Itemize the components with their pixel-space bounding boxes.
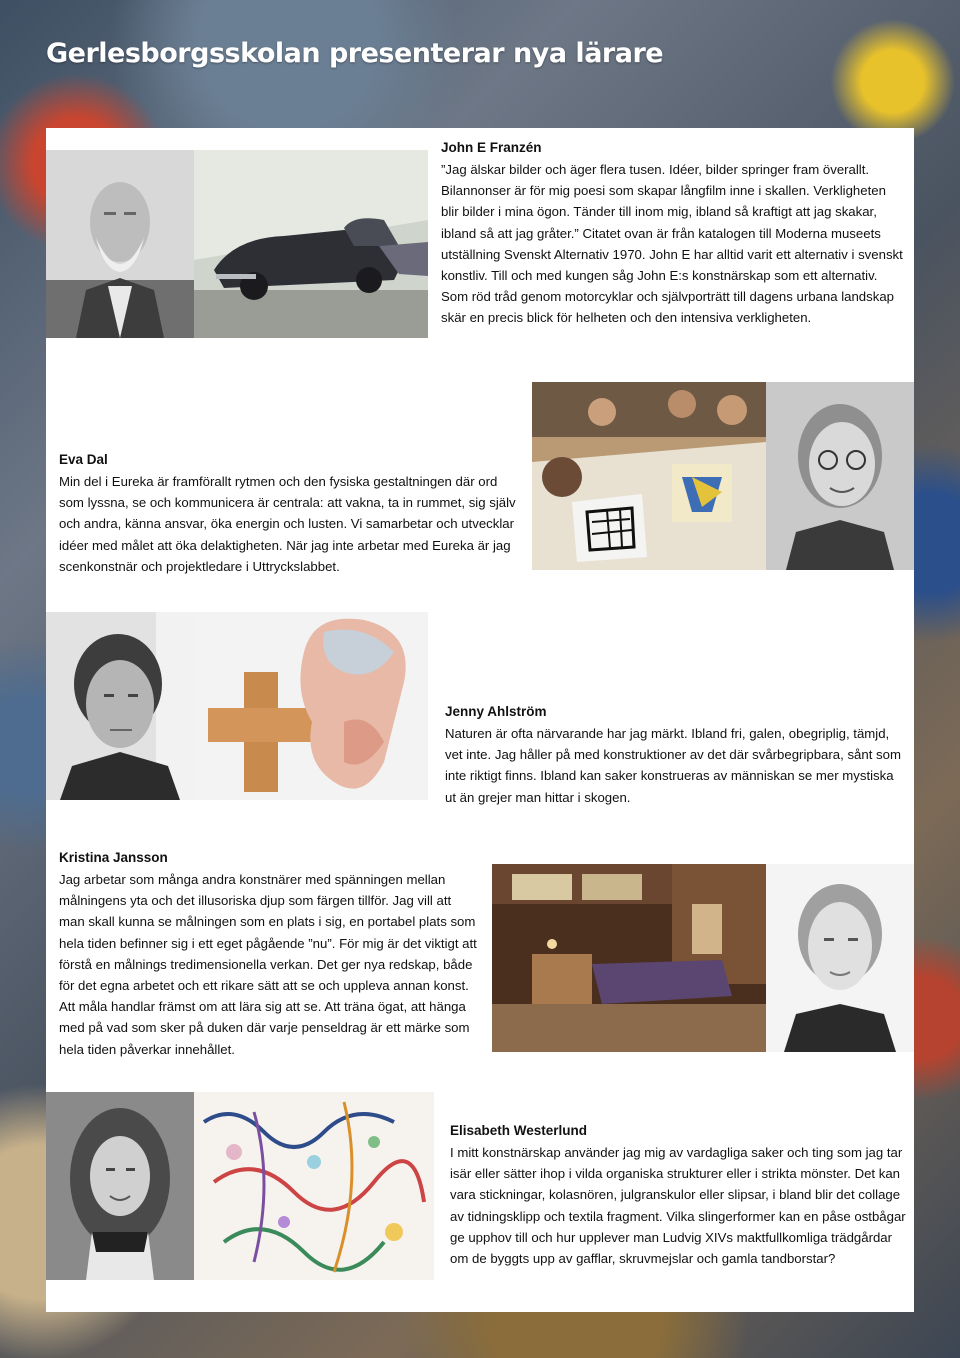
teacher-name: Jenny Ahlström — [445, 704, 547, 719]
teacher-bio: Jag arbetar som många andra konstnärer med spänningen mellan målningens yta och det illusoriska djup som färgen tillför. Jag vill att man skall kunna se målningen som en plats i sig, en portabel plats som hela tiden befinner sig i ett eget pågående ”nu”. För mig är det viktigt att förstå en målnings tredimensionella verkan. Det ger nya redskap, både för det egna arbetet och ett rikare sätt att se och uppleva annan konst. Att måla handlar främst om att lära sig att se. Att träna ögat, att hänga med på vad som sker på duken där varje penseldrag är ett märke som hela tiden påverkar innehållet. — [59, 872, 477, 1057]
photo-children-drawing — [532, 382, 766, 570]
teacher-name: Kristina Jansson — [59, 850, 168, 865]
portrait-jenny-ahlstrom — [46, 612, 194, 800]
photo-studio-interior — [492, 864, 766, 1052]
portrait-john-franzen — [46, 150, 194, 338]
content-panel — [46, 128, 914, 1312]
teacher-name: Eva Dal — [59, 452, 108, 467]
teacher-bio: I mitt konstnärskap använder jag mig av vardagliga saker och ting som jag tar isär eller sätter ihop i vilda organiska strukturer eller i strikta mönster. Det kan vara stickningar, kolasnören, julgranskulor eller slipsar, i bland blir det collage av tidningsklipp och textila fragment. Vilka slingerformer kan en påse ostbågar ge upphov till och hur upplever man Ludvig XIVs maktfullkomliga trädgårdar om de byggts upp av gafflar, skruvmejslar och gamla tandborstar? — [450, 1145, 906, 1267]
portrait-eva-dal — [766, 382, 914, 570]
teacher-name: Elisabeth Westerlund — [450, 1123, 588, 1138]
teacher-bio: Naturen är ofta närvarande har jag märkt. Ibland fri, galen, obegriplig, tämjd, vet inte. Jag håller på med konstruktioner av det där svårbegripbara, sånt som inte riktigt finns. Ibland kan saker konstrueras av människan se mer mystiska ut än grejer man hittar i skogen. — [445, 726, 901, 805]
teacher-name: John E Franzén — [441, 140, 542, 155]
portrait-elisabeth-westerlund — [46, 1092, 194, 1280]
teacher-bio: Min del i Eureka är framförallt rytmen och den fysiska gestaltningen där ord som lyssna, se och kommunicera är centrala: att vakna, ta in rummet, sig själv och andra, känna ansvar, öka energin och lusten. Vi samarbetar och utvecklar idéer med målet att öka delaktigheten. När jag inte arbetar med Eureka är jag scenkonstnär och projektledare i Uttryckslabbet. — [59, 474, 516, 574]
portrait-kristina-jansson — [766, 864, 914, 1052]
artwork-car-painting — [194, 150, 428, 338]
teacher-bio: ”Jag älskar bilder och äger flera tusen. Idéer, bilder springer fram överallt. Bilannonser är för mig poesi som skapar långfilm inne i skallen. Verkligheten blir bilder i mina ögon. Tänder till inom mig, ibland så kraftigt att jag skakar, ibland så att jag gråter.” Citatet ovan är från katalogen till Moderna museets utställning Svenskt Alternativ 1970. John E har alltid varit ett alternativ i svenskt konstliv. Till och med kungen såg John E:s konstnärskap som ett alternativ. Som röd tråd genom motorcyklar och självporträtt till dagens urbana landskap skär en precis blick för helheten och den intensiva verkligheten. — [441, 162, 903, 326]
artwork-wooden-cross-sculpture — [194, 612, 428, 800]
artwork-organic-structure — [194, 1092, 434, 1280]
page-title: Gerlesborgsskolan presenterar nya lärare — [46, 38, 664, 69]
